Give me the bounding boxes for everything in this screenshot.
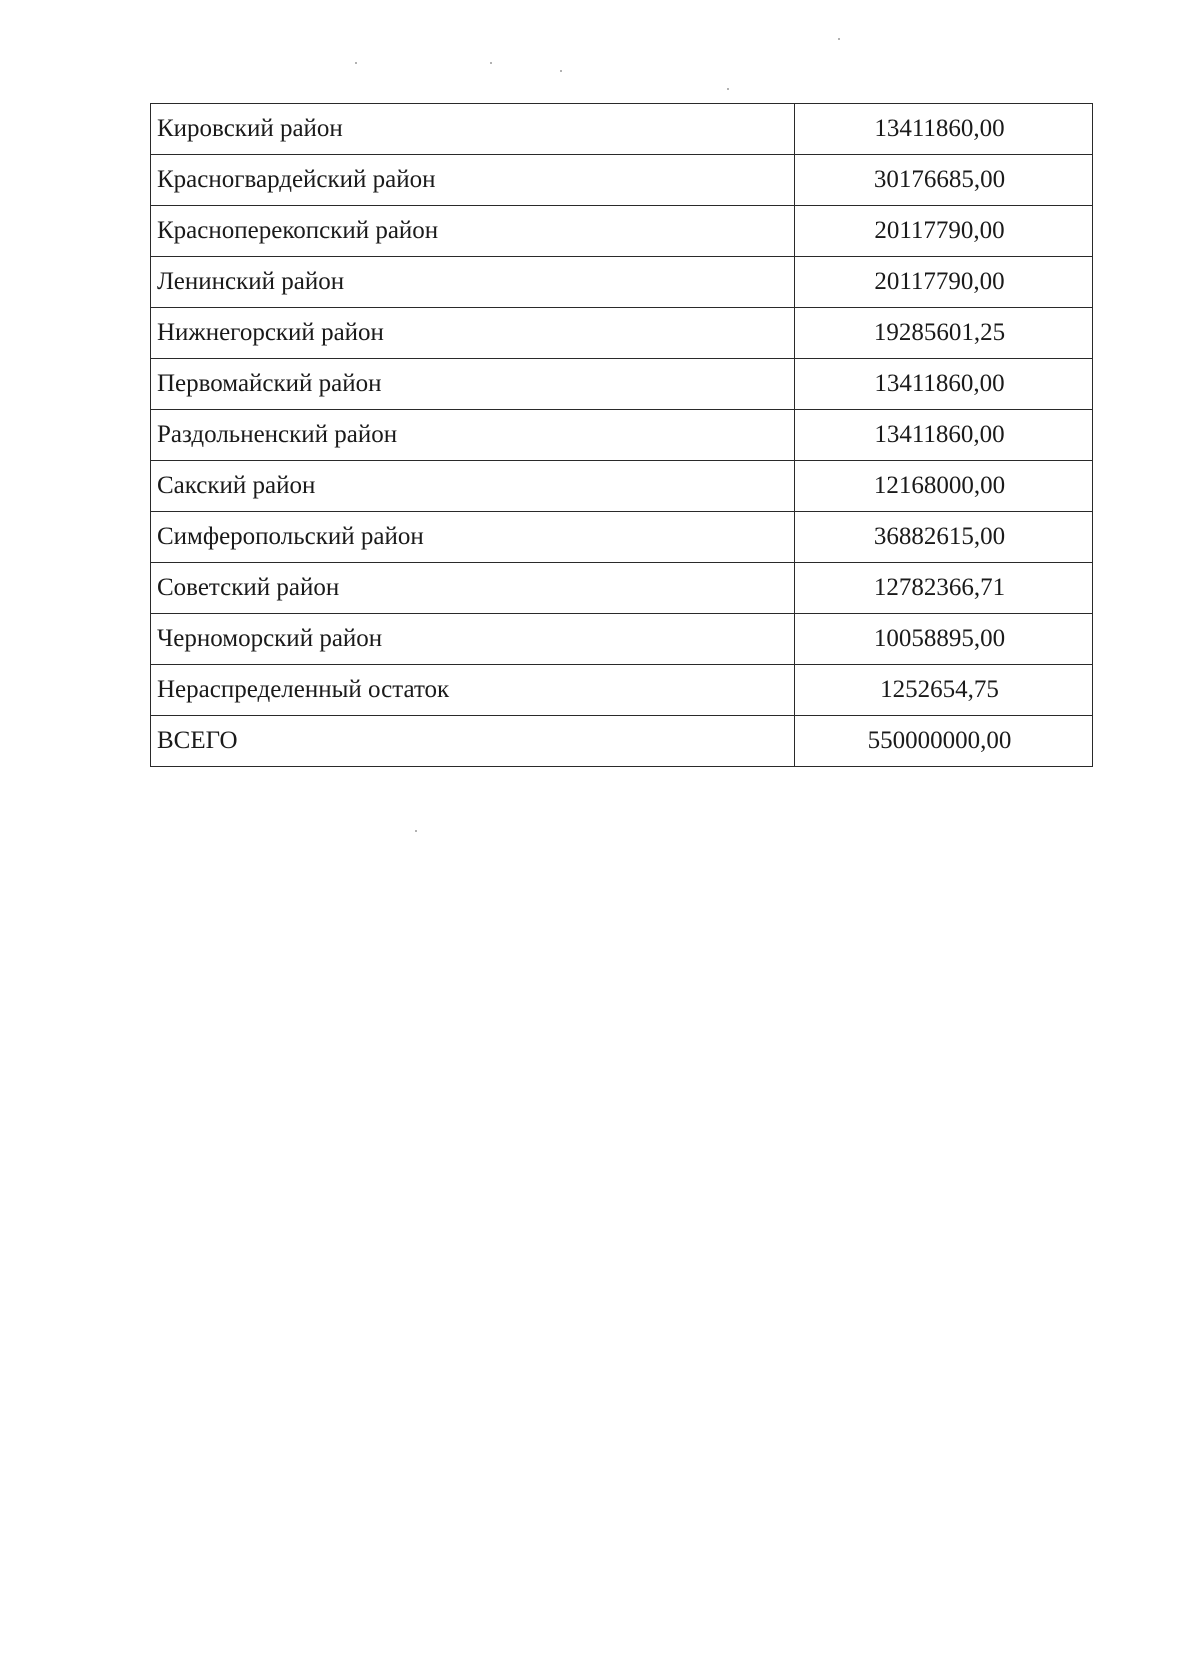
allocation-table bbox=[150, 103, 1093, 767]
district-amount: 13411860,00 bbox=[795, 410, 1093, 461]
district-amount: 12168000,00 bbox=[795, 461, 1093, 512]
total-amount: 550000000,00 bbox=[795, 716, 1093, 767]
total-label: ВСЕГО bbox=[151, 716, 795, 767]
district-name: Раздольненский район bbox=[151, 410, 795, 461]
district-amount: 10058895,00 bbox=[795, 614, 1093, 665]
table-row bbox=[151, 410, 1093, 461]
table-row bbox=[151, 359, 1093, 410]
district-name: Первомайский район bbox=[151, 359, 795, 410]
district-amount: 13411860,00 bbox=[795, 359, 1093, 410]
scan-speck bbox=[415, 830, 417, 832]
district-name: Кировский район bbox=[151, 104, 795, 155]
district-name: Советский район bbox=[151, 563, 795, 614]
scan-speck bbox=[838, 38, 840, 40]
district-amount: 20117790,00 bbox=[795, 206, 1093, 257]
total-row bbox=[151, 716, 1093, 767]
table-row bbox=[151, 512, 1093, 563]
district-amount: 13411860,00 bbox=[795, 104, 1093, 155]
district-name: Ленинский район bbox=[151, 257, 795, 308]
district-name: Красноперекопский район bbox=[151, 206, 795, 257]
scan-speck bbox=[727, 88, 729, 90]
table-row bbox=[151, 614, 1093, 665]
district-amount: 30176685,00 bbox=[795, 155, 1093, 206]
unallocated-amount: 1252654,75 bbox=[795, 665, 1093, 716]
table-row bbox=[151, 104, 1093, 155]
table-row bbox=[151, 257, 1093, 308]
district-name: Черноморский район bbox=[151, 614, 795, 665]
table-row bbox=[151, 461, 1093, 512]
district-name: Сакский район bbox=[151, 461, 795, 512]
district-name: Симферопольский район bbox=[151, 512, 795, 563]
district-name: Нижнегорский район bbox=[151, 308, 795, 359]
table-row bbox=[151, 206, 1093, 257]
table-row bbox=[151, 665, 1093, 716]
table-row bbox=[151, 563, 1093, 614]
district-amount: 36882615,00 bbox=[795, 512, 1093, 563]
scan-speck bbox=[355, 62, 357, 64]
district-amount: 19285601,25 bbox=[795, 308, 1093, 359]
table-row bbox=[151, 308, 1093, 359]
table-row bbox=[151, 155, 1093, 206]
district-amount: 12782366,71 bbox=[795, 563, 1093, 614]
unallocated-label: Нераспределенный остаток bbox=[151, 665, 795, 716]
scan-speck bbox=[560, 70, 562, 72]
district-amount: 20117790,00 bbox=[795, 257, 1093, 308]
district-name: Красногвардейский район bbox=[151, 155, 795, 206]
scan-speck bbox=[490, 62, 492, 64]
